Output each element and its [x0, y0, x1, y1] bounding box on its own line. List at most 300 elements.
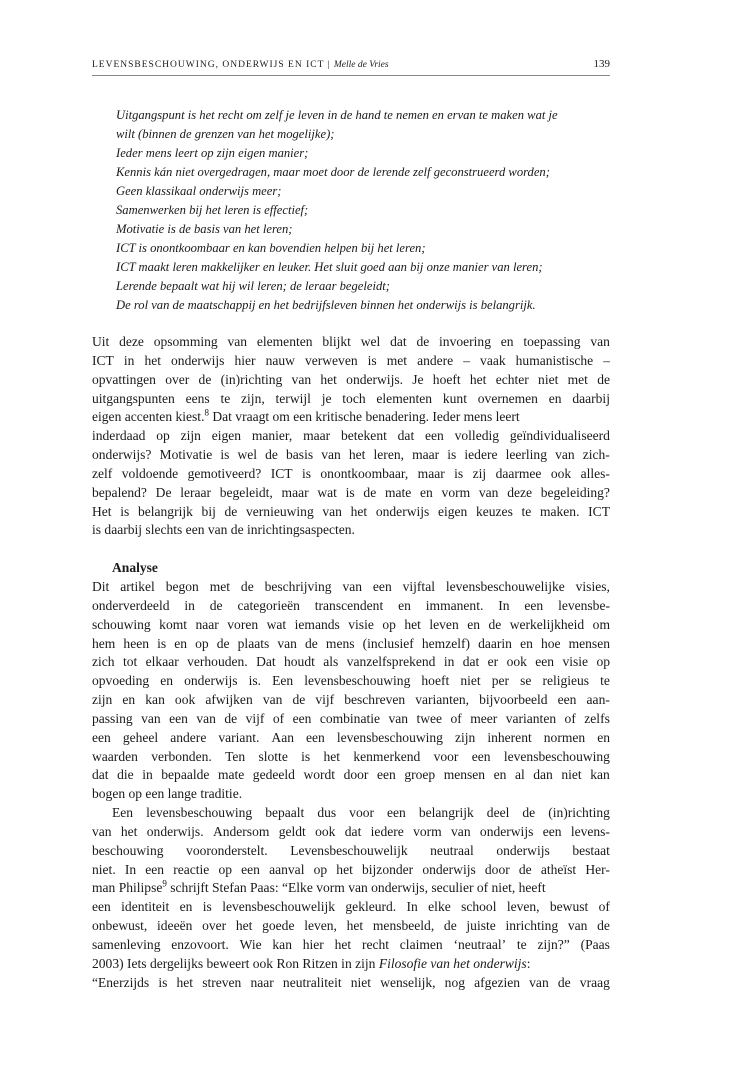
quoted-list — [116, 106, 596, 315]
word: terwijl — [275, 390, 311, 406]
word: claimen — [399, 937, 443, 952]
word: een — [241, 861, 260, 877]
word: en — [122, 692, 136, 708]
word: opsomming — [153, 334, 218, 349]
word: bijvoorbeeld — [479, 692, 548, 708]
word: iedere — [464, 447, 498, 463]
word: (inclusief — [362, 635, 414, 651]
word: en — [174, 635, 188, 651]
text-line — [92, 446, 610, 465]
word: enzovoort. — [171, 937, 229, 952]
quote-line: Uitgangspunt is het recht om zelf je leven in de hand te nemen en ervan te maken wat je — [116, 108, 558, 122]
word: hoe — [540, 635, 561, 651]
word: heen — [123, 635, 149, 651]
word: de — [224, 503, 238, 519]
word: op — [218, 861, 233, 877]
word: het — [235, 918, 253, 934]
word: begon — [165, 578, 199, 594]
word: onderverdeeld — [92, 597, 170, 613]
word: visie — [348, 616, 374, 632]
word: het — [469, 371, 487, 387]
word: de — [305, 635, 318, 651]
word: de — [240, 578, 254, 594]
word: van — [321, 447, 341, 463]
word: hemzelf) — [421, 635, 471, 651]
word: hier — [234, 352, 256, 368]
word: leven, — [304, 918, 337, 934]
word: dus — [317, 805, 337, 821]
word: en — [160, 673, 174, 689]
text-line — [92, 898, 610, 917]
word: mensen — [568, 635, 610, 651]
word: de — [224, 710, 238, 726]
word: mate — [217, 767, 245, 783]
running-author: Melle de Vries — [333, 60, 389, 70]
word: is — [301, 748, 311, 764]
word: wel — [237, 447, 258, 463]
word: bewust — [549, 899, 589, 915]
word: en — [548, 390, 562, 406]
word: komt — [159, 616, 188, 632]
word: of — [450, 710, 462, 726]
word: een — [169, 710, 188, 726]
text-line — [92, 842, 610, 861]
word: mate — [384, 484, 412, 500]
word: het — [336, 861, 353, 877]
word: Dat — [256, 654, 276, 670]
word: iemands — [294, 616, 340, 632]
word: levensbeschouwing — [146, 805, 253, 821]
quote-line: ICT maakt leren makkelijker en leuker. Het sluit goed aan bij onze manier van leren; — [116, 260, 543, 274]
word: begeleiding? — [540, 484, 610, 500]
word: vernieuwing — [246, 503, 314, 519]
word: niet — [460, 673, 481, 689]
text-line — [92, 390, 610, 409]
word: immanent. — [425, 597, 484, 613]
word: wel — [360, 334, 381, 349]
word: Her- — [585, 861, 610, 877]
word: neutraliteit — [282, 974, 342, 990]
word: de — [198, 371, 212, 387]
footnote-ref: 8 — [204, 407, 209, 418]
word: reactie — [173, 861, 210, 877]
word: normen — [543, 729, 586, 745]
word: het — [323, 748, 341, 764]
word: over — [202, 918, 227, 934]
word: Levensbeschouwelijk — [290, 842, 408, 858]
word: De — [155, 484, 172, 500]
word: mensen — [443, 767, 486, 783]
word: in — [443, 654, 455, 670]
word: elementen — [256, 334, 313, 349]
word: alles- — [580, 465, 610, 481]
word: dat — [397, 428, 415, 444]
word: – — [603, 352, 610, 368]
word: dan — [533, 767, 553, 783]
word: is — [120, 503, 130, 519]
word: eigen — [437, 503, 468, 519]
word: dat — [462, 654, 480, 670]
word: groep — [404, 767, 436, 783]
word: zijn, — [241, 390, 265, 406]
word: blijkt — [322, 334, 351, 349]
word: voldoende — [121, 465, 179, 481]
word: Aan — [271, 729, 294, 745]
word: naar — [250, 974, 274, 990]
word: elkaar — [145, 654, 179, 670]
word: vorm — [413, 823, 442, 839]
word: de — [443, 918, 457, 934]
word: in — [142, 767, 153, 783]
word: van — [262, 692, 283, 708]
word: is — [447, 447, 457, 463]
word: en — [493, 767, 507, 783]
word: Een — [112, 805, 134, 821]
word: basis — [286, 447, 314, 463]
word: de — [488, 616, 502, 632]
word: maar — [303, 428, 331, 444]
word: de — [209, 597, 223, 613]
word: ‘neutraal’ — [453, 937, 507, 952]
word: (Paas — [580, 937, 610, 952]
word: hier — [302, 937, 324, 952]
section-heading: Analyse — [112, 560, 158, 576]
word: school — [461, 899, 497, 915]
word: daarin — [478, 635, 512, 651]
word: van — [567, 918, 588, 934]
word: streven — [202, 974, 242, 990]
word: varianten, — [415, 692, 470, 708]
word: vijftal — [402, 578, 435, 594]
word: te — [600, 673, 610, 689]
word: “Enerzijds — [92, 974, 150, 990]
word: kenmerkend — [353, 748, 421, 764]
word: echter — [495, 371, 529, 387]
word: zij — [472, 465, 487, 481]
word: hoeft — [432, 371, 461, 387]
word: van — [227, 334, 248, 349]
word: Je — [412, 371, 424, 387]
word: varianten — [505, 710, 557, 726]
word: daarbij — [572, 390, 610, 406]
word: dat — [390, 334, 407, 349]
quote-line: Geen klassikaal onderwijs meer; — [116, 184, 282, 198]
word: het — [320, 371, 337, 387]
word: onderwijs — [422, 861, 476, 877]
word: zijn — [454, 729, 476, 745]
word: variant. — [218, 729, 260, 745]
text-line — [92, 484, 610, 503]
word: inderdaad — [92, 428, 146, 444]
word: de — [416, 334, 430, 349]
word: een — [425, 428, 444, 444]
word: een — [292, 710, 312, 726]
word: en — [597, 729, 610, 745]
word: leerling — [505, 447, 547, 463]
word: het — [346, 918, 364, 934]
book-title: Filosofie van het onderwijs — [378, 955, 527, 971]
word: is — [345, 484, 355, 500]
word: wordt — [303, 767, 336, 783]
word: elke — [428, 899, 451, 915]
word: maar — [412, 447, 440, 463]
word: die — [117, 767, 134, 783]
text-line: bogen op een lange traditie. — [92, 786, 243, 802]
running-header — [92, 58, 610, 76]
word: door — [484, 861, 510, 877]
word: met — [567, 371, 588, 387]
word: van — [277, 635, 297, 651]
word: leven — [429, 616, 459, 632]
word: deze — [507, 484, 532, 500]
word: keuzes — [475, 503, 513, 519]
word: van — [322, 503, 342, 519]
word: onderwijs — [496, 842, 550, 858]
text-segment: 2003) Iets dergelijks beweert ook Ron Ritzen in zijn — [92, 955, 379, 971]
word: over — [165, 371, 190, 387]
word: is — [158, 974, 168, 990]
word: levensbeschouwing — [304, 673, 411, 689]
word: en — [179, 899, 193, 915]
word: al — [514, 767, 525, 783]
word: ook — [550, 465, 572, 481]
word: met — [209, 578, 231, 594]
word: houdt — [284, 654, 315, 670]
word: manier, — [251, 428, 293, 444]
word: ideeën — [157, 918, 193, 934]
word: om — [592, 616, 610, 632]
quote-line: Ieder mens leert op zijn eigen manier; — [116, 146, 309, 160]
word: onderwijs — [479, 823, 534, 839]
word: inherent — [487, 729, 532, 745]
word: se — [520, 673, 532, 689]
text-line — [92, 804, 610, 823]
word: kan — [590, 767, 610, 783]
word: de — [216, 635, 230, 651]
text-line — [92, 917, 610, 936]
word: toepassing — [523, 334, 581, 349]
word: Het — [92, 503, 112, 519]
word: van — [196, 710, 216, 726]
word: de — [597, 918, 610, 934]
text-line — [92, 578, 610, 597]
word: het — [350, 503, 368, 519]
word: aan- — [586, 692, 610, 708]
word: geheel — [122, 729, 159, 745]
text-segment: eigen accenten kiest. — [92, 409, 205, 425]
text-line — [92, 936, 610, 955]
word: van — [555, 447, 575, 463]
word: visies, — [575, 578, 610, 594]
word: recht — [361, 937, 390, 952]
word: ICT — [92, 352, 114, 368]
word: de — [363, 484, 377, 500]
word: levensbeschouwelijke — [445, 578, 565, 594]
quote-line: Lerende bepaalt wat hij wil leren; de leraar begeleidt; — [116, 279, 390, 293]
word: of — [598, 899, 610, 915]
quote-line: Kennis kán niet overgedragen, maar moet door de lerende zelf geconstrueerd worden; — [116, 165, 550, 179]
word: vijf — [245, 710, 265, 726]
word: inrichting — [505, 918, 559, 934]
word: onderwijs. — [146, 823, 204, 839]
word: religieus — [542, 673, 590, 689]
quote-line: Motivatie is de basis van het leren; — [116, 222, 293, 236]
word: de — [597, 371, 610, 387]
word: samenleving — [92, 937, 161, 952]
word: In — [406, 899, 418, 915]
word: bepalend? — [92, 484, 147, 500]
word: van — [529, 974, 549, 990]
word: bij — [201, 503, 216, 519]
word: bijzonder — [362, 861, 414, 877]
word: (in)richting — [548, 805, 610, 821]
body-text — [92, 333, 610, 993]
text-line — [92, 729, 610, 748]
word: te — [521, 503, 532, 519]
word: plaats — [237, 635, 270, 651]
word: identiteit — [121, 899, 170, 915]
word: uitgangspunten — [92, 390, 175, 406]
word: niet — [538, 371, 559, 387]
word: het — [348, 447, 366, 463]
word: belangrijk — [418, 805, 474, 821]
word: ICT — [270, 465, 293, 481]
text-line — [92, 371, 610, 390]
word: begeleidt, — [219, 484, 273, 500]
word: categorieën — [237, 597, 300, 613]
word: een — [372, 578, 392, 594]
word: zich — [92, 654, 115, 670]
word: voor — [433, 748, 459, 764]
word: het — [144, 352, 161, 368]
word: van — [342, 578, 363, 594]
text-line — [92, 427, 610, 446]
word: vorm — [441, 484, 471, 500]
word: transcendent — [314, 597, 384, 613]
word: op — [156, 428, 170, 444]
word: bepaalt — [265, 805, 305, 821]
word: de — [557, 974, 571, 990]
word: afwijken — [205, 692, 253, 708]
word: van — [590, 334, 610, 349]
running-title — [92, 60, 389, 70]
text-line — [92, 672, 610, 691]
word: te — [220, 390, 231, 406]
text-line: is daarbij slechts een van de inrichtingsaspecten. — [92, 522, 355, 538]
word: leren, — [373, 447, 404, 463]
text-line-with-footnote — [92, 879, 610, 898]
word: de — [265, 447, 278, 463]
word: is — [202, 899, 212, 915]
word: van — [451, 823, 471, 839]
word: niet — [350, 974, 372, 990]
word: niet. — [92, 861, 116, 877]
word: levensbeschouwelijk — [222, 899, 336, 915]
word: het — [176, 974, 194, 990]
word: verhouden. — [187, 654, 248, 670]
text-segment: : — [526, 955, 531, 971]
word: vanzelfsprekend — [346, 654, 436, 670]
word: door — [343, 767, 369, 783]
word: in — [123, 352, 135, 368]
word: andere — [170, 729, 207, 745]
word: onderwijs. — [346, 371, 403, 387]
word: ook — [315, 823, 336, 839]
word: wat — [266, 616, 287, 632]
word: belangrijk — [137, 503, 193, 519]
word: en — [398, 597, 411, 613]
word: passing — [92, 710, 133, 726]
word: ook — [174, 692, 196, 708]
word: ICT — [588, 503, 610, 519]
quote-line: wilt (binnen de grenzen van het mogelijke); — [116, 127, 335, 141]
word: en — [520, 635, 533, 651]
running-title-text: LEVENSBESCHOUWING, ONDERWIJS EN ICT | — [92, 60, 331, 70]
word: werkelijkheid — [509, 616, 585, 632]
word: zelfs — [584, 710, 610, 726]
word: deze — [119, 334, 144, 349]
word: – — [463, 352, 471, 368]
word: geïndividualiseerd — [509, 428, 610, 444]
word: van — [141, 710, 161, 726]
word: invoering — [439, 334, 491, 349]
word: van — [291, 371, 312, 387]
word: het — [120, 823, 138, 839]
word: een — [471, 748, 491, 764]
text-line — [92, 465, 610, 484]
word: Wie — [239, 937, 262, 952]
word: Ten — [225, 748, 246, 764]
word: opvoeding — [92, 673, 150, 689]
word: bepaalde — [161, 767, 210, 783]
word: atheïst — [540, 861, 577, 877]
word: onderwijs — [184, 673, 238, 689]
word: eens — [185, 390, 210, 406]
word: mensbeeld, — [372, 918, 435, 934]
word: Andersom — [212, 823, 270, 839]
word: van — [388, 710, 408, 726]
word: deel — [486, 805, 510, 821]
word: eigen — [211, 428, 242, 444]
word: andere — [417, 352, 454, 368]
word: iedere — [370, 823, 404, 839]
text-line — [92, 710, 610, 729]
word: het — [334, 937, 352, 952]
word: kan — [145, 692, 165, 708]
word: verbonden. — [151, 748, 212, 764]
word: is — [367, 352, 377, 368]
word: verweven — [304, 352, 358, 368]
word: visie — [562, 654, 589, 670]
word: is — [301, 465, 311, 481]
text-segment: man Philipse — [92, 880, 163, 896]
word: te — [516, 937, 527, 952]
text-line — [92, 616, 610, 635]
word: toch — [342, 390, 366, 406]
word: een — [387, 805, 406, 821]
text-line — [92, 503, 610, 522]
word: daarmee — [495, 465, 542, 481]
word: een — [557, 692, 577, 708]
word: voor — [349, 805, 375, 821]
word: leven, — [506, 899, 540, 915]
word: onontkoombaar, — [320, 465, 409, 481]
word: onderwijs — [375, 503, 430, 519]
word: een — [524, 597, 544, 613]
quote-line: ICT is onontkoombaar en kan bovendien helpen bij het leren; — [116, 241, 426, 255]
word: beschrijving — [264, 578, 332, 594]
word: op — [382, 616, 396, 632]
